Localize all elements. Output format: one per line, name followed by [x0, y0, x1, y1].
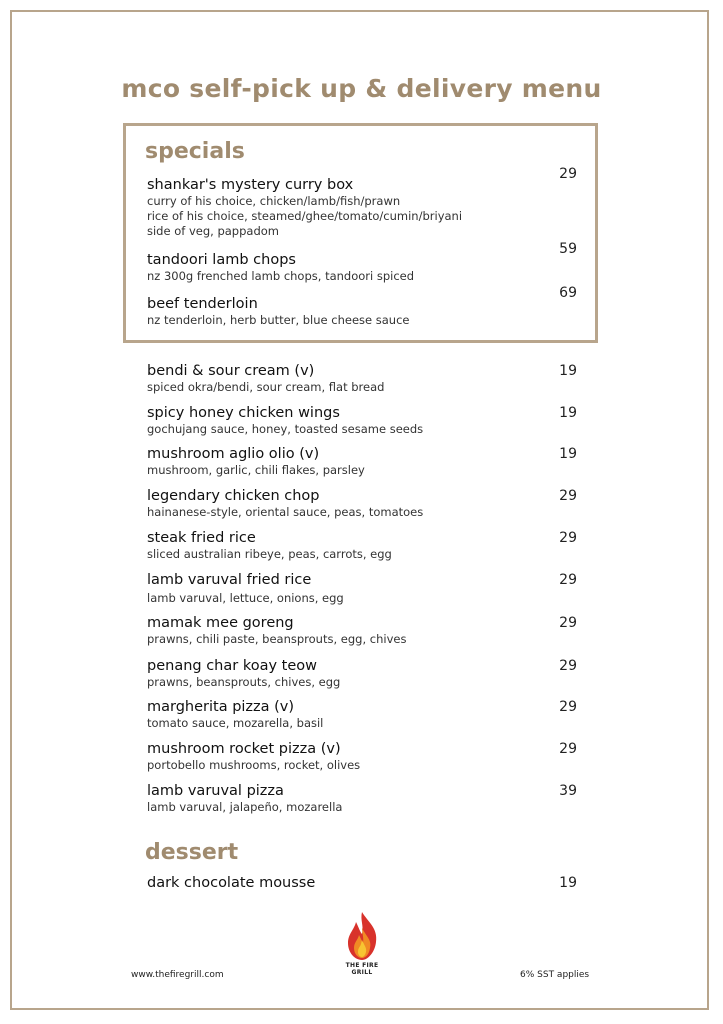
item-price: 29 [559, 615, 577, 631]
menu-title: mco self-pick up & delivery menu [121, 74, 602, 103]
item-price: 29 [559, 166, 577, 182]
item-price: 19 [559, 875, 577, 891]
list-item [147, 166, 577, 239]
item-price: 19 [559, 446, 577, 462]
brand-logo [334, 910, 390, 985]
tax-note: 6% SST applies [520, 970, 590, 980]
item-price: 69 [559, 285, 577, 301]
item-name: tandoori lamb chops [147, 252, 296, 268]
list-item [147, 530, 577, 562]
item-desc: curry of his choice, chicken/lamb/fish/prawn [147, 194, 401, 208]
item-price: 29 [559, 741, 577, 757]
item-desc: rice of his choice, steamed/ghee/tomato/cumin/briyani [147, 209, 463, 223]
item-desc: tomato sauce, mozarella, basil [147, 716, 324, 730]
item-desc: prawns, beansprouts, chives, egg [147, 675, 341, 689]
item-name: dark chocolate mousse [147, 875, 316, 891]
item-desc: mushroom, garlic, chili flakes, parsley [147, 463, 365, 477]
item-name: bendi & sour cream (v) [147, 363, 315, 379]
item-price: 29 [559, 530, 577, 546]
item-desc: sliced australian ribeye, peas, carrots, egg [147, 547, 392, 561]
item-price: 29 [559, 699, 577, 715]
item-name: lamb varuval fried rice [147, 572, 312, 588]
item-name: spicy honey chicken wings [147, 405, 340, 421]
item-name: shankar's mystery curry box [147, 177, 354, 193]
list-item [147, 875, 577, 892]
item-price: 59 [559, 241, 577, 257]
item-desc: side of veg, pappadom [147, 224, 279, 238]
item-desc: prawns, chili paste, beansprouts, egg, chives [147, 632, 407, 646]
specials-heading: specials [145, 139, 245, 164]
item-desc: nz 300g frenched lamb chops, tandoori spiced [147, 269, 415, 283]
list-item [147, 405, 577, 437]
item-price: 29 [559, 658, 577, 674]
item-name: beef tenderloin [147, 296, 258, 312]
list-item [147, 488, 577, 520]
list-item [147, 615, 577, 647]
list-item [147, 699, 577, 731]
item-price: 39 [559, 783, 577, 799]
item-price: 19 [559, 363, 577, 379]
logo-text: THE FIRE GRILL [345, 962, 379, 976]
item-price: 29 [559, 488, 577, 504]
list-item [147, 658, 577, 690]
item-desc: lamb varuval, lettuce, onions, egg [147, 591, 344, 605]
item-name: mushroom aglio olio (v) [147, 446, 320, 462]
item-price: 29 [559, 572, 577, 588]
item-name: margherita pizza (v) [147, 699, 295, 715]
list-item [147, 572, 577, 606]
item-desc: gochujang sauce, honey, toasted sesame seeds [147, 422, 424, 436]
item-desc: nz tenderloin, herb butter, blue cheese sauce [147, 313, 410, 327]
item-price: 19 [559, 405, 577, 421]
dessert-heading: dessert [145, 840, 239, 865]
website-text: www.thefiregrill.com [131, 970, 224, 980]
list-item [147, 446, 577, 478]
list-item [147, 241, 577, 284]
item-name: legendary chicken chop [147, 488, 320, 504]
flame-icon [342, 910, 382, 962]
list-item [147, 783, 577, 815]
item-name: mamak mee goreng [147, 615, 294, 631]
item-desc: hainanese-style, oriental sauce, peas, tomatoes [147, 505, 424, 519]
item-name: mushroom rocket pizza (v) [147, 741, 341, 757]
item-desc: lamb varuval, jalapeño, mozarella [147, 800, 343, 814]
item-desc: portobello mushrooms, rocket, olives [147, 758, 361, 772]
item-name: penang char koay teow [147, 658, 317, 674]
list-item [147, 741, 577, 773]
item-name: lamb varuval pizza [147, 783, 284, 799]
item-name: steak fried rice [147, 530, 256, 546]
item-desc: spiced okra/bendi, sour cream, flat bread [147, 380, 385, 394]
list-item [147, 363, 577, 395]
list-item [147, 285, 577, 328]
